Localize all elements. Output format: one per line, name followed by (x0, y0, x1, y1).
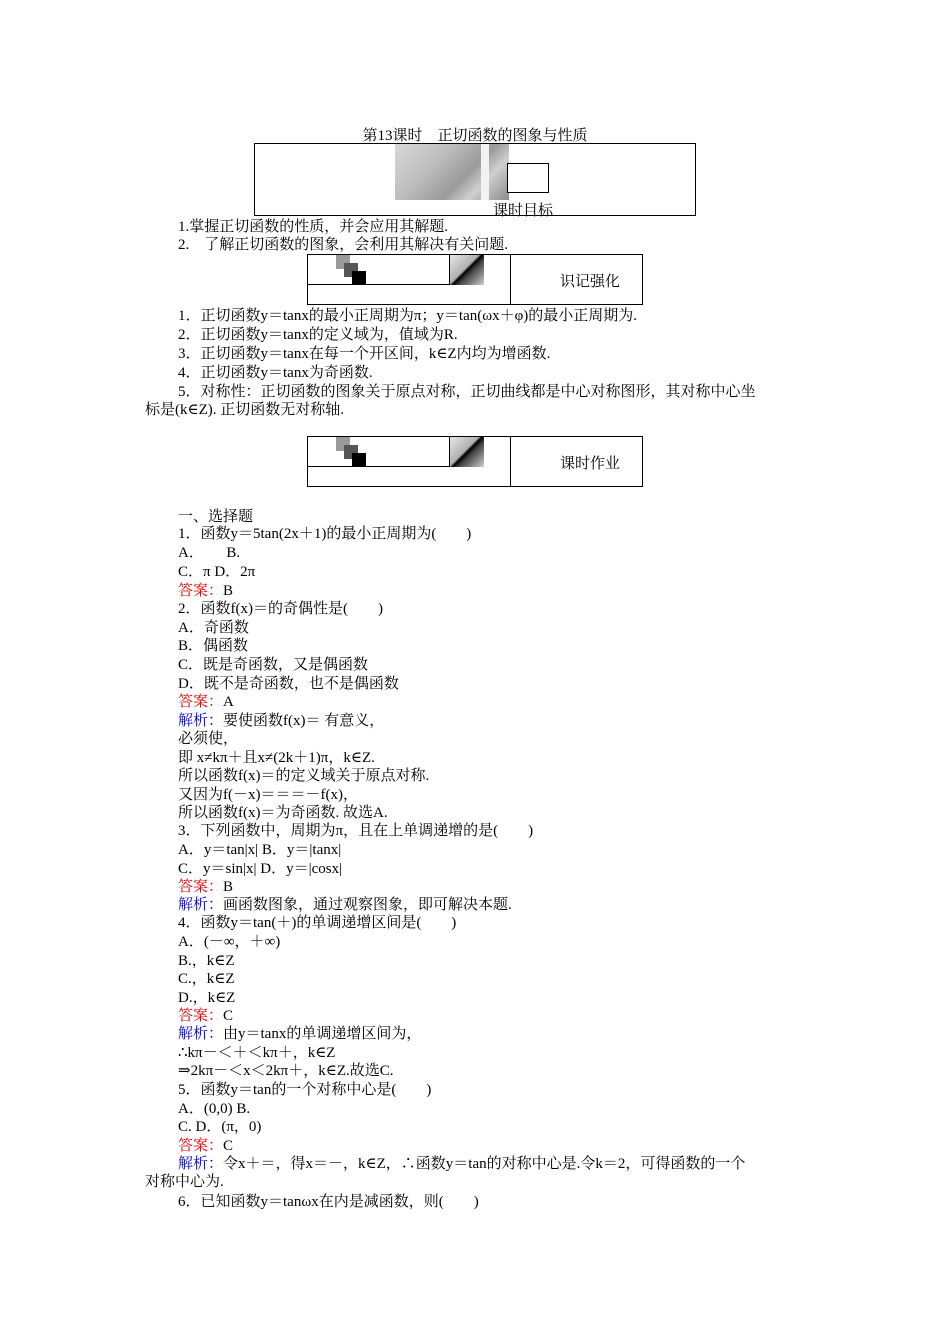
q3-options-ab: A．y＝tan|x| B．y＝|tanx| (178, 842, 342, 858)
q2-answer: 答案：A (178, 694, 234, 710)
q4-stem: 4．函数y＝tan(＋)的单调递增区间是( ) (178, 915, 457, 931)
decorative-square (352, 271, 366, 285)
q5-analysis-1: 解析：令x＋＝，得x＝－，k∈Z，∴函数y＝tan的对称中心是.令k＝2，可得函数的一个 (178, 1156, 746, 1172)
decorative-corner (450, 255, 484, 285)
memory-item-1: 1．正切函数y＝tanx的最小正周期为π；y＝tan(ωx＋φ)的最小正周期为. (178, 308, 638, 324)
q2-option-d: D．既不是奇函数，也不是偶函数 (178, 676, 399, 692)
q3-stem: 3．下列函数中，周期为π，且在上单调递增的是( ) (178, 823, 534, 839)
q5-options-cd: C. D．(π，0) (178, 1119, 262, 1135)
q6-stem: 6．已知函数y＝tanωx在内是减函数，则( ) (178, 1194, 479, 1210)
memory-item-5a: 5．对称性：正切函数的图象关于原点对称，正切曲线都是中心对称图形，其对称中心坐 (178, 384, 756, 400)
section-title: 一、选择题 (178, 509, 254, 525)
decorative-gradient (395, 144, 509, 200)
goal-item-1: 1.掌握正切函数的性质，并会应用其解题. (178, 219, 449, 235)
goal-header-box (254, 143, 696, 219)
decorative-frame (507, 163, 549, 193)
q2-analysis-3: 即 x≠kπ＋且x≠(2k＋1)π，k∈Z. (178, 750, 375, 766)
q5-analysis-2: 对称中心为. (145, 1174, 224, 1190)
q5-options-ab: A．(0,0) B. (178, 1101, 251, 1117)
q2-analysis-4: 所以函数f(x)＝的定义域关于原点对称. (178, 768, 430, 784)
q2-option-a: A．奇函数 (178, 620, 249, 636)
q4-option-d: D.，k∈Z (178, 990, 236, 1006)
q2-option-c: C．既是奇函数，又是偶函数 (178, 657, 369, 673)
goal-item-2: 2. 了解正切函数的图象，会利用其解决有关问题. (178, 237, 509, 253)
memory-item-2: 2．正切函数y＝tanx的定义域为，值域为R. (178, 327, 458, 343)
q2-analysis-2: 必须使， (178, 731, 239, 747)
q1-options-cd: C．π D．2π (178, 564, 256, 580)
q4-option-c: C.，k∈Z (178, 971, 235, 987)
memory-item-4: 4．正切函数y＝tanx为奇函数. (178, 365, 373, 381)
q4-answer: 答案：C (178, 1008, 234, 1024)
decorative-square (352, 453, 366, 467)
q1-answer: 答案：B (178, 583, 234, 599)
memory-item-5b: 标是(k∈Z). 正切函数无对称轴. (145, 402, 345, 418)
goal-section-label: 课时目标 (493, 202, 554, 219)
q4-option-a: A．(－∞，＋∞) (178, 934, 281, 950)
memory-header-box (307, 254, 643, 305)
q4-option-b: B.，k∈Z (178, 953, 235, 969)
decorative-corner (450, 437, 484, 467)
q1-options-ab: A． B. (178, 545, 241, 561)
homework-section-label: 课时作业 (560, 455, 621, 472)
q4-analysis-3: ⇒2kπ－＜x＜2kπ＋，k∈Z.故选C. (178, 1063, 394, 1079)
q1-stem: 1．函数y＝5tan(2x＋1)的最小正周期为( ) (178, 526, 472, 542)
q5-answer: 答案：C (178, 1138, 234, 1154)
q3-options-cd: C．y＝sin|x| D．y＝|cosx| (178, 861, 343, 877)
memory-section-label: 识记强化 (560, 273, 621, 290)
q3-analysis: 解析：画函数图象，通过观察图象，即可解决本题. (178, 897, 512, 913)
q2-stem: 2．函数f(x)＝的奇偶性是( ) (178, 601, 383, 617)
q2-option-b: B．偶函数 (178, 638, 249, 654)
q4-analysis-2: ∴kπ－＜＋＜kπ＋，k∈Z (178, 1045, 336, 1061)
page-title: 第13课时 正切函数的图象与性质 (362, 128, 588, 144)
q2-analysis-5: 又因为f(－x)＝＝＝－f(x)， (178, 787, 358, 803)
q5-stem: 5．函数y＝tan的一个对称中心是( ) (178, 1082, 432, 1098)
memory-item-3: 3．正切函数y＝tanx在每一个开区间，k∈Z内均为增函数. (178, 346, 551, 362)
q2-analysis-1: 解析：要使函数f(x)＝ 有意义， (178, 713, 385, 729)
q3-answer: 答案：B (178, 879, 234, 895)
homework-header-box (307, 436, 643, 487)
q2-analysis-6: 所以函数f(x)＝为奇函数. 故选A. (178, 805, 388, 821)
q4-analysis-1: 解析：由y＝tanx的单调递增区间为， (178, 1026, 422, 1042)
